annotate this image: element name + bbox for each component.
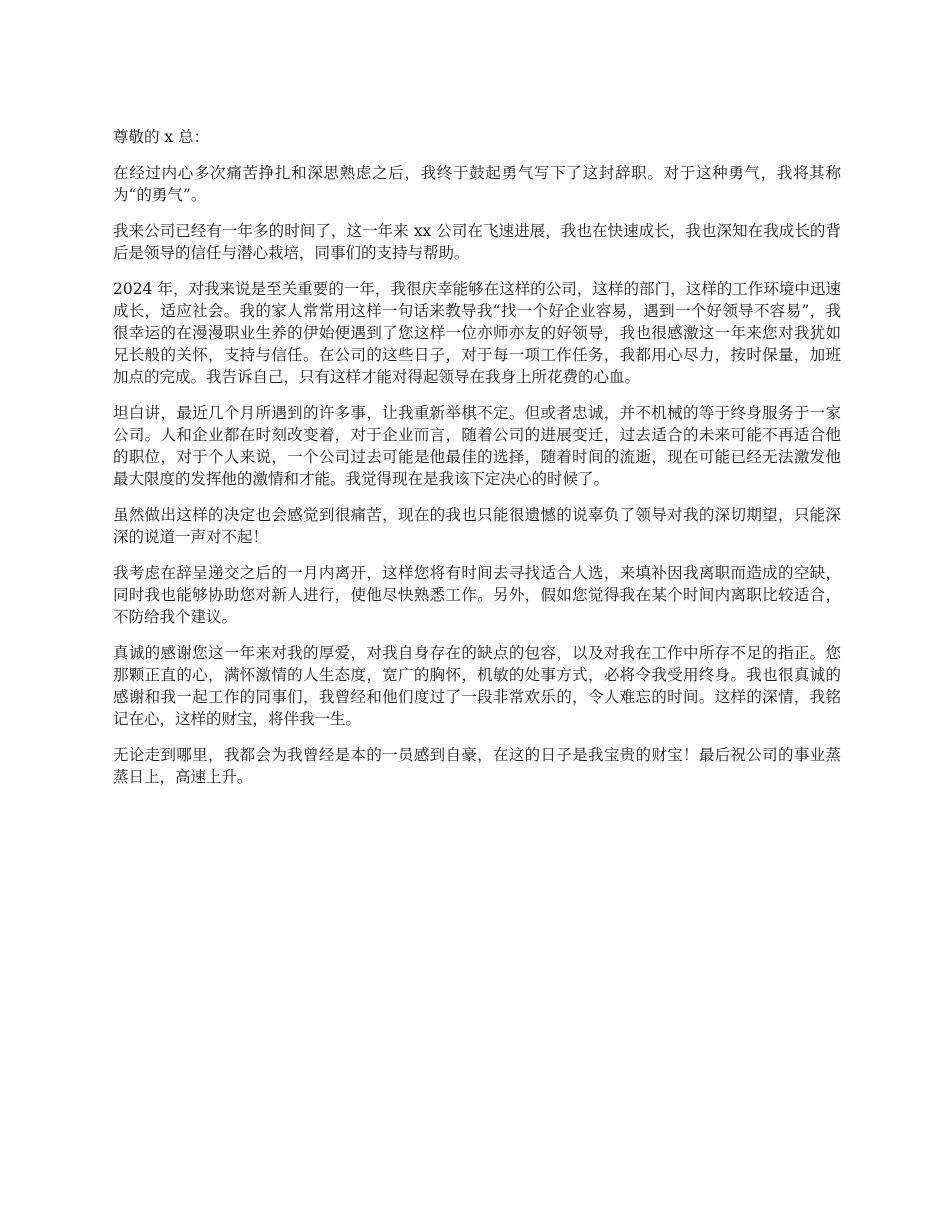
paragraph-2: 我来公司已经有一年多的时间了，这一年来 xx 公司在飞速进展，我也在快速成长，我也深知在我成长的背后是领导的信任与潜心栽培，同事们的支持与帮助。 xyxy=(113,222,841,262)
paragraph-3: 2024 年，对我来说是至关重要的一年，我很庆幸能够在这样的公司，这样的部门，这样的工作环境中迅速成长，适应社会。我的家人常常用这样一句话来教导我“找一个好企业容易，遇到一个好领导不容易”，我很幸运的在漫漫职业生养的伊始便遇到了您这样一位亦师亦友的好领导，我也很感激这一年来您对我犹如兄长般的关怀，支持与信任。在公司的这些日子，对于每一项工作任务，我都用心尽力，按时保量，加班加点的完成。我告诉自己，只有这样才能对得起领导在我身上所花费的心血。 xyxy=(113,280,841,386)
paragraph-7: 真诚的感谢您这一年来对我的厚爱，对我自身存在的缺点的包容，以及对我在工作中所存不足的指正。您那颗正直的心，满怀激情的人生态度，宽广的胸怀，机敏的处事方式，必将令我受用终身。我也很真诚的感谢和我一起工作的同事们，我曾经和他们度过了一段非常欢乐的，令人难忘的时间。这样的深情，我铭记在心，这样的财宝，将伴我一生。 xyxy=(113,644,841,728)
paragraph-8: 无论走到哪里，我都会为我曾经是本的一员感到自豪，在这的日子是我宝贵的财宝！最后祝公司的事业蒸蒸日上，高速上升。 xyxy=(113,746,841,786)
paragraph-1: 在经过内心多次痛苦挣扎和深思熟虑之后，我终于鼓起勇气写下了这封辞职。对于这种勇气，我将其称为“的勇气”。 xyxy=(113,164,841,204)
paragraph-4: 坦白讲，最近几个月所遇到的许多事，让我重新举棋不定。但或者忠诚，并不机械的等于终身服务于一家公司。人和企业都在时刻改变着，对于企业而言，随着公司的进展变迁，过去适合的未来可能不再适合他的职位，对于个人来说，一个公司过去可能是他最佳的选择，随着时间的流逝，现在可能已经无法激发他最大限度的发挥他的激情和才能。我觉得现在是我该下定决心的时候了。 xyxy=(113,404,841,488)
paragraph-6: 我考虑在辞呈递交之后的一月内离开，这样您将有时间去寻找适合人选，来填补因我离职而造成的空缺，同时我也能够协助您对新人进行，使他尽快熟悉工作。另外，假如您觉得我在某个时间内离职比较适合，不防给我个建议。 xyxy=(113,564,841,626)
letter-body xyxy=(113,126,841,802)
paragraph-5: 虽然做出这样的决定也会感觉到很痛苦，现在的我也只能很遗憾的说辜负了领导对我的深切期望，只能深深的说道一声对不起！ xyxy=(113,506,841,546)
salutation: 尊敬的 x 总： xyxy=(113,128,210,146)
